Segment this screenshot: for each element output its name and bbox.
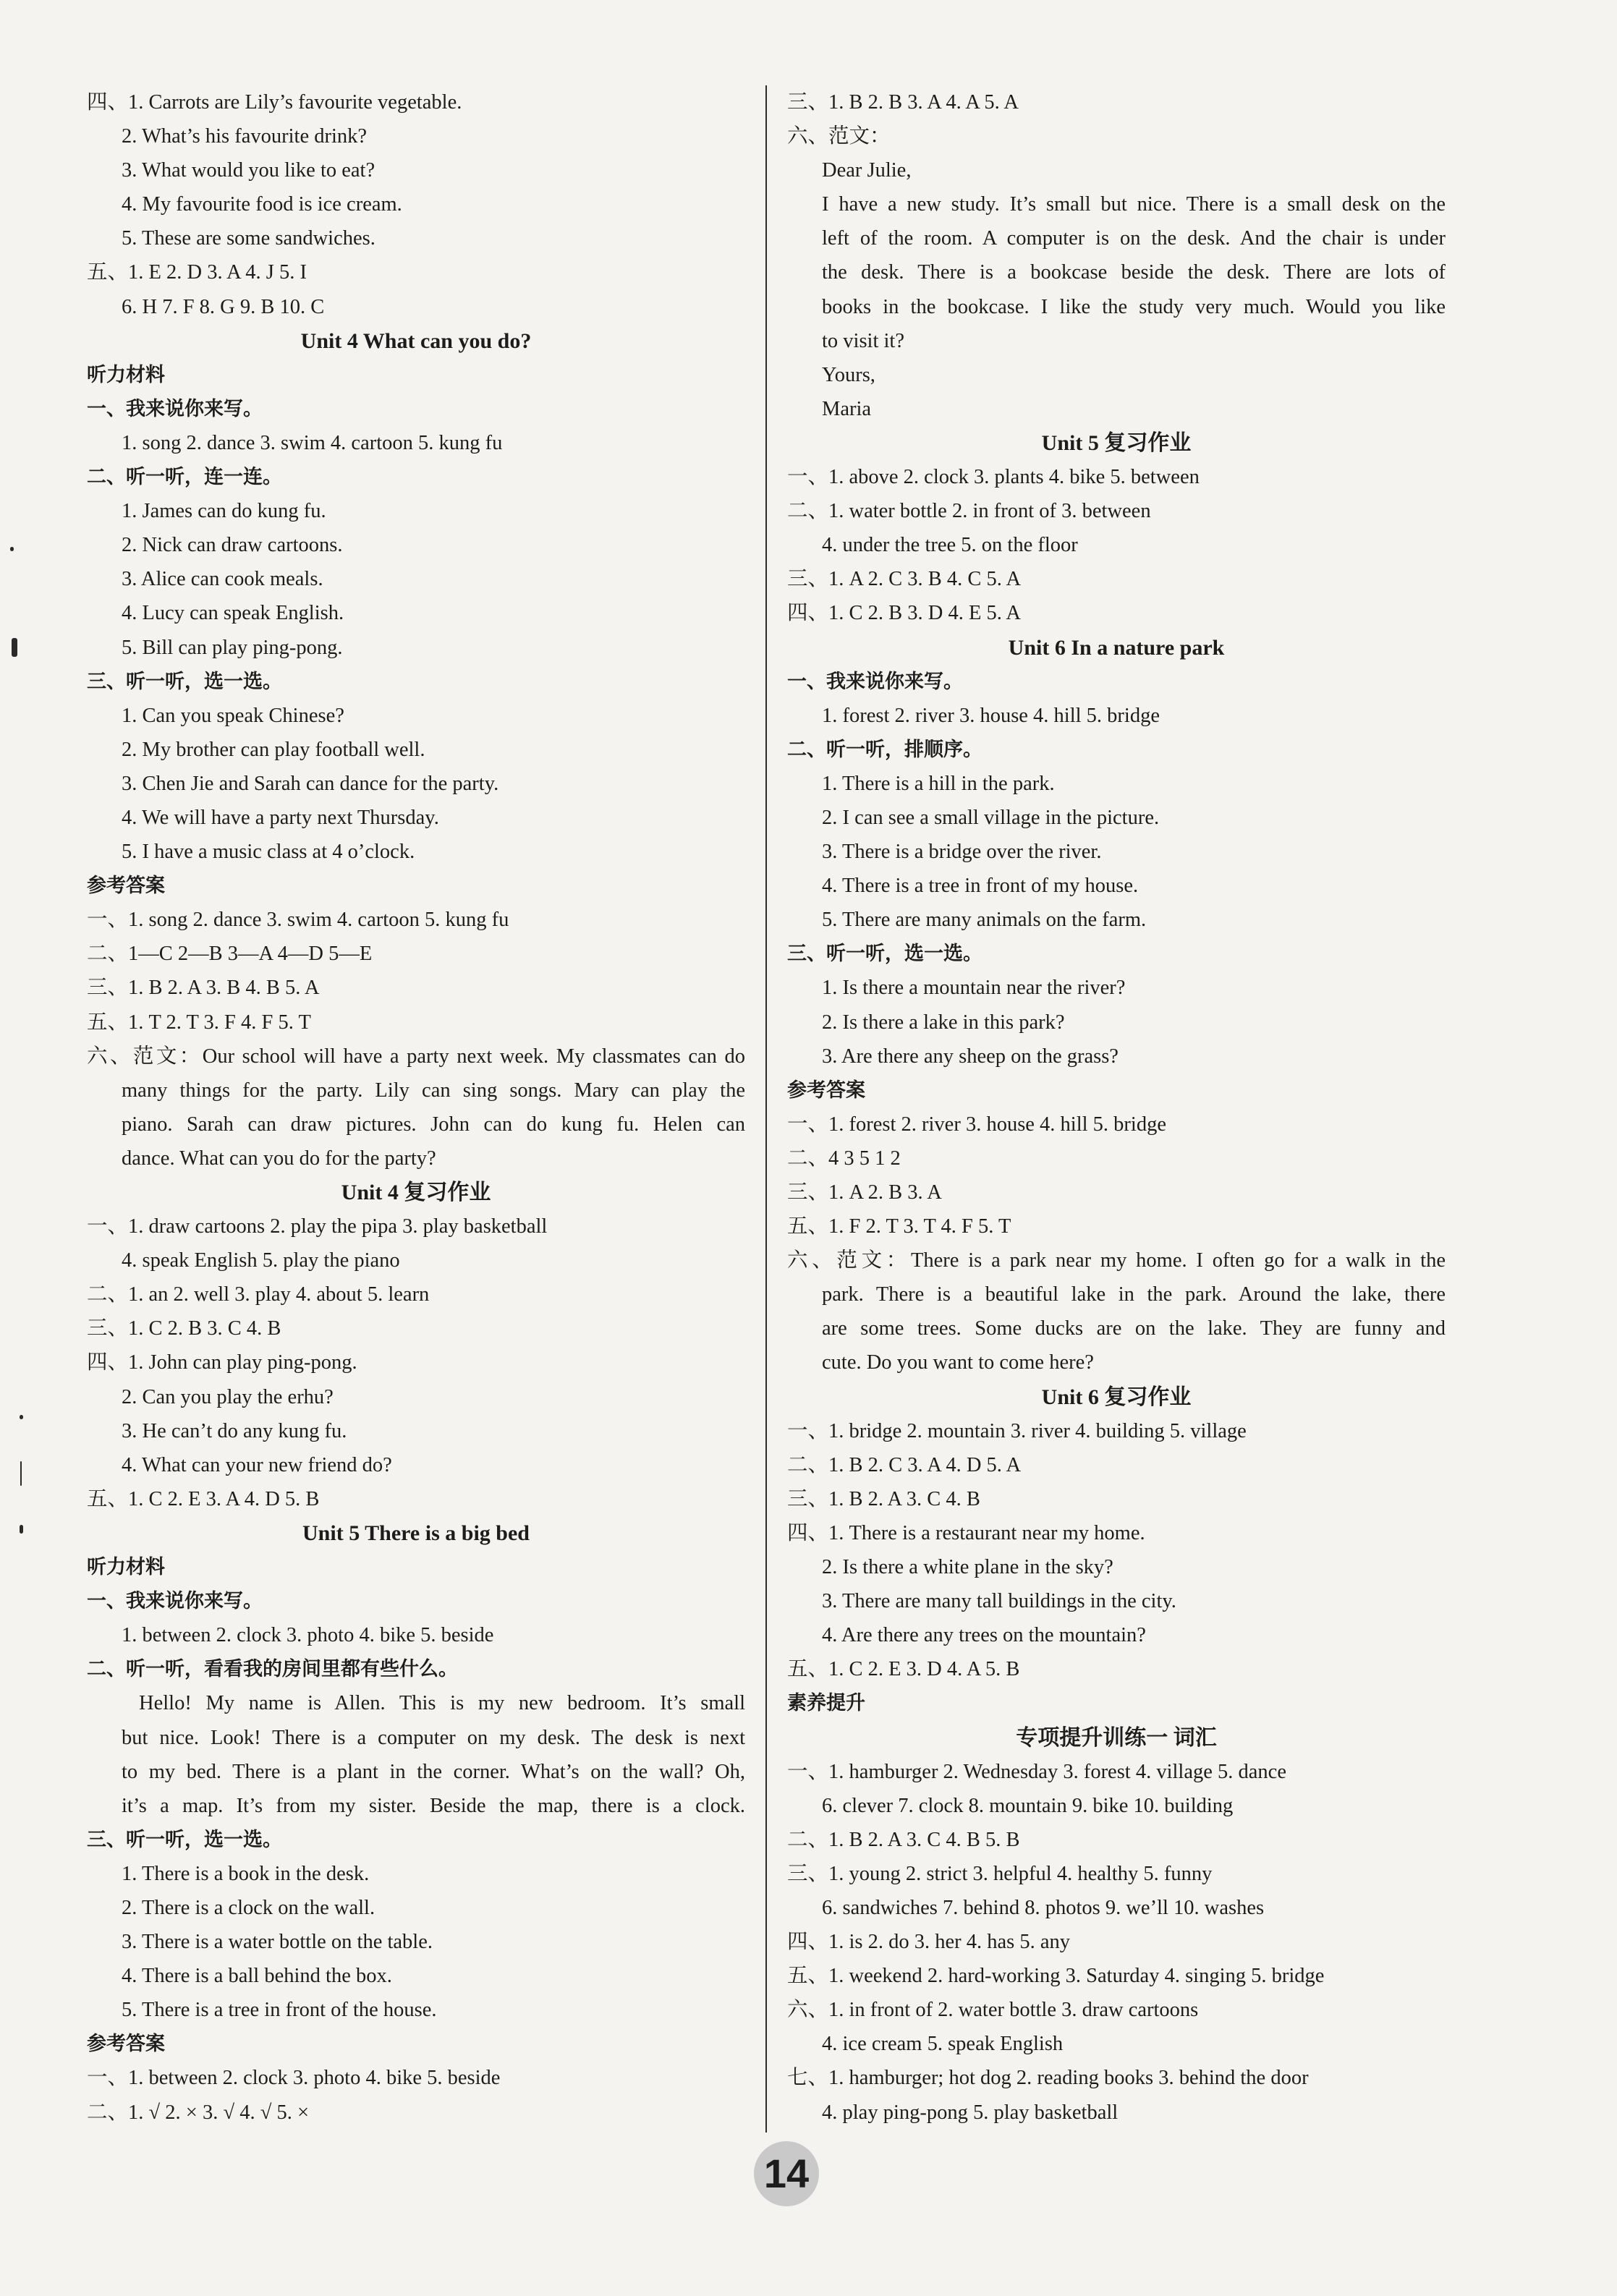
scan-mark xyxy=(20,1415,23,1419)
text-line: 1. James can do kung fu. xyxy=(122,500,326,523)
text-line: 二、1. B 2. C 3. A 4. D 5. A xyxy=(787,1453,1022,1476)
scan-mark xyxy=(20,1525,23,1534)
text-line: 一、1. song 2. dance 3. swim 4. cartoon 5. kung fu xyxy=(87,909,509,932)
text-line: 4. under the tree 5. on the floor xyxy=(822,534,1078,557)
text-line: cute. Do you want to come here? xyxy=(822,1351,1094,1374)
text-line: 三、听一听，选一选。 xyxy=(787,943,982,966)
text-line: 1. song 2. dance 3. swim 4. cartoon 5. kung fu xyxy=(122,431,503,454)
text-line: 6. sandwiches 7. behind 8. photos 9. we’ll 10. washes xyxy=(822,1896,1265,1919)
text-line: 2. There is a clock on the wall. xyxy=(122,1896,375,1919)
text-line: piano. Sarah can draw pictures. John can do kung fu. Helen can xyxy=(122,1113,745,1136)
text-line: the desk. There is a bookcase beside the desk. There are lots of xyxy=(822,261,1446,284)
text-line: 2. Is there a white plane in the sky? xyxy=(822,1556,1113,1579)
text-line: 1. There is a book in the desk. xyxy=(122,1862,370,1885)
text-line: Hello! My name is Allen. This is my new bedroom. It’s small xyxy=(139,1692,745,1715)
text-line: 六、范文：Our school will have a party next week. My classmates can do xyxy=(87,1045,745,1068)
text-line: it’s a map. It’s from my sister. Beside the map, there is a clock. xyxy=(122,1794,745,1817)
text-line: 一、1. hamburger 2. Wednesday 3. forest 4. village 5. dance xyxy=(787,1760,1286,1783)
text-line: 二、1—C 2—B 3—A 4—D 5—E xyxy=(87,943,373,966)
text-line: 五、1. E 2. D 3. A 4. J 5. I xyxy=(87,261,307,284)
text-line: 1. Is there a mountain near the river? xyxy=(822,977,1126,1000)
text-line: 六、范文：There is a park near my home. I often go for a walk in the xyxy=(787,1249,1446,1272)
text-line: 四、1. is 2. do 3. her 4. has 5. any xyxy=(787,1931,1071,1954)
text-line: 二、1. √ 2. × 3. √ 4. √ 5. × xyxy=(87,2101,310,2124)
text-line: many things for the party. Lily can sing songs. Mary can play the xyxy=(122,1079,745,1102)
text-line: 素养提升 xyxy=(787,1692,865,1715)
text-line: 3. There is a water bottle on the table. xyxy=(122,1931,433,1954)
text-line: 一、1. bridge 2. mountain 3. river 4. building 5. village xyxy=(787,1419,1247,1442)
text-line: 4. My favourite food is ice cream. xyxy=(122,193,402,216)
text-line: 听力材料 xyxy=(87,363,165,386)
text-line: 四、1. There is a restaurant near my home. xyxy=(787,1521,1145,1544)
text-line: 2. Nick can draw cartoons. xyxy=(122,534,343,557)
text-line: 2. I can see a small village in the picture. xyxy=(822,806,1160,829)
text-line: 3. There are many tall buildings in the city. xyxy=(822,1590,1176,1613)
text-line: 一、1. between 2. clock 3. photo 4. bike 5. beside xyxy=(87,2067,501,2090)
text-line: park. There is a beautiful lake in the park. Around the lake, there xyxy=(822,1283,1446,1306)
text-line: but nice. Look! There is a computer on my desk. The desk is next xyxy=(122,1726,745,1749)
text-line: 三、1. B 2. B 3. A 4. A 5. A xyxy=(787,91,1019,114)
text-line: 3. Are there any sheep on the grass? xyxy=(822,1045,1119,1068)
text-line: 六、1. in front of 2. water bottle 3. draw cartoons xyxy=(787,1999,1199,2022)
text-line: 三、听一听，选一选。 xyxy=(87,1828,282,1851)
text-line: 4. There is a ball behind the box. xyxy=(122,1965,392,1988)
text-line: 1. There is a hill in the park. xyxy=(822,772,1055,795)
text-line: 一、1. above 2. clock 3. plants 4. bike 5. between xyxy=(787,466,1200,489)
text-line: are some trees. Some ducks are on the lake. They are funny and xyxy=(822,1317,1446,1340)
text-line: Yours, xyxy=(822,363,875,386)
section-title: Unit 4 What can you do? xyxy=(300,328,532,353)
text-line: 参考答案 xyxy=(787,1079,865,1102)
page-number: 14 xyxy=(754,2141,819,2206)
text-line: 2. What’s his favourite drink? xyxy=(122,125,368,148)
text-line: 3. What would you like to eat? xyxy=(122,159,375,182)
text-line: 4. play ping-pong 5. play basketball xyxy=(822,2101,1119,2124)
text-line: 五、1. weekend 2. hard-working 3. Saturday 4. singing 5. bridge xyxy=(787,1965,1325,1988)
section-title: Unit 5 There is a big bed xyxy=(302,1521,530,1545)
text-line: 五、1. C 2. E 3. D 4. A 5. B xyxy=(787,1658,1020,1681)
text-line: 参考答案 xyxy=(87,875,165,898)
text-line: 3. Chen Jie and Sarah can dance for the party. xyxy=(122,772,499,795)
text-line: 听力材料 xyxy=(87,1556,165,1579)
text-line: 4. Lucy can speak English. xyxy=(122,602,344,625)
left-column xyxy=(87,85,745,2130)
text-line: I have a new study. It’s small but nice. There is a small desk on the xyxy=(822,193,1446,216)
text-line: 6. H 7. F 8. G 9. B 10. C xyxy=(122,295,325,318)
text-line: 5. There are many animals on the farm. xyxy=(822,909,1147,932)
section-title: 专项提升训练一 词汇 xyxy=(1016,1725,1217,1750)
text-line: 5. These are some sandwiches. xyxy=(122,227,375,250)
text-line: 三、1. B 2. A 3. C 4. B xyxy=(787,1487,980,1510)
text-line: 三、1. A 2. C 3. B 4. C 5. A xyxy=(787,568,1022,591)
text-line: 4. Are there any trees on the mountain? xyxy=(822,1624,1146,1647)
text-line: 一、1. draw cartoons 2. play the pipa 3. play basketball xyxy=(87,1215,548,1238)
column-divider xyxy=(765,85,767,2133)
text-line: 一、我来说你来写。 xyxy=(87,397,263,420)
text-line: 5. There is a tree in front of the house. xyxy=(122,1999,437,2022)
text-line: 五、1. C 2. E 3. A 4. D 5. B xyxy=(87,1487,320,1510)
text-line: 三、1. young 2. strict 3. helpful 4. healthy 5. funny xyxy=(787,1862,1213,1885)
section-title: Unit 6 In a nature park xyxy=(1008,635,1225,660)
text-line: 四、1. Carrots are Lily’s favourite vegetable. xyxy=(87,91,462,114)
text-line: 3. He can’t do any kung fu. xyxy=(122,1419,347,1442)
text-line: 二、1. an 2. well 3. play 4. about 5. learn xyxy=(87,1283,430,1306)
text-line: 三、1. A 2. B 3. A xyxy=(787,1181,942,1204)
text-line: Dear Julie, xyxy=(822,159,912,182)
section-title: Unit 6 复习作业 xyxy=(1041,1385,1192,1409)
text-line: left of the room. A computer is on the desk. And the chair is under xyxy=(822,227,1446,250)
text-line: 一、我来说你来写。 xyxy=(787,670,963,693)
text-line: dance. What can you do for the party? xyxy=(122,1147,436,1170)
right-column xyxy=(787,85,1446,2130)
text-line: 一、1. forest 2. river 3. house 4. hill 5. bridge xyxy=(787,1113,1166,1136)
text-line: 6. clever 7. clock 8. mountain 9. bike 10. building xyxy=(822,1794,1234,1817)
text-line: 3. There is a bridge over the river. xyxy=(822,841,1102,864)
text-line: 二、4 3 5 1 2 xyxy=(787,1147,901,1170)
text-line: 4. We will have a party next Thursday. xyxy=(122,806,439,829)
section-title: Unit 4 复习作业 xyxy=(341,1181,491,1204)
text-line: 4. speak English 5. play the piano xyxy=(122,1249,400,1272)
text-line: 2. Can you play the erhu? xyxy=(122,1385,334,1408)
text-line: books in the bookcase. I like the study very much. Would you like xyxy=(822,295,1446,318)
text-line: 参考答案 xyxy=(87,2033,165,2056)
text-line: 4. What can your new friend do? xyxy=(122,1453,392,1476)
text-line: 七、1. hamburger; hot dog 2. reading books 3. behind the door xyxy=(787,2067,1309,2090)
text-line: 二、1. water bottle 2. in front of 3. between xyxy=(787,500,1151,523)
text-line: 五、1. T 2. T 3. F 4. F 5. T xyxy=(87,1011,311,1034)
text-line: 二、1. B 2. A 3. C 4. B 5. B xyxy=(787,1828,1020,1851)
text-line: 二、听一听，看看我的房间里都有些什么。 xyxy=(87,1658,458,1681)
scan-mark xyxy=(12,638,17,657)
text-line: 1. between 2. clock 3. photo 4. bike 5. beside xyxy=(122,1624,494,1647)
text-line: 4. ice cream 5. speak English xyxy=(822,2033,1064,2056)
scan-mark xyxy=(10,547,14,551)
text-line: 六、范文： xyxy=(787,125,891,148)
text-line: 5. Bill can play ping-pong. xyxy=(122,636,343,659)
text-line: 二、听一听，连一连。 xyxy=(87,466,282,489)
section-title: Unit 5 复习作业 xyxy=(1041,430,1192,455)
text-line: to my bed. There is a plant in the corner. What’s on the wall? Oh, xyxy=(122,1760,745,1783)
text-line: 三、1. C 2. B 3. C 4. B xyxy=(87,1317,281,1340)
text-line: 4. There is a tree in front of my house. xyxy=(822,875,1139,898)
text-line: 五、1. F 2. T 3. T 4. F 5. T xyxy=(787,1215,1011,1238)
text-line: 三、听一听，选一选。 xyxy=(87,670,282,693)
text-line: 一、我来说你来写。 xyxy=(87,1590,263,1613)
text-line: 1. Can you speak Chinese? xyxy=(122,704,344,727)
text-line: 四、1. C 2. B 3. D 4. E 5. A xyxy=(787,602,1022,625)
text-line: Maria xyxy=(822,397,872,420)
text-line: 三、1. B 2. A 3. B 4. B 5. A xyxy=(87,977,320,1000)
scan-mark xyxy=(20,1461,22,1486)
text-line: 四、1. John can play ping-pong. xyxy=(87,1351,357,1374)
text-line: to visit it? xyxy=(822,329,904,352)
text-line: 2. Is there a lake in this park? xyxy=(822,1011,1065,1034)
text-line: 2. My brother can play football well. xyxy=(122,738,425,761)
text-line: 1. forest 2. river 3. house 4. hill 5. bridge xyxy=(822,704,1160,727)
text-line: 二、听一听，排顺序。 xyxy=(787,738,982,761)
text-line: 3. Alice can cook meals. xyxy=(122,568,323,591)
text-line: 5. I have a music class at 4 o’clock. xyxy=(122,841,415,864)
